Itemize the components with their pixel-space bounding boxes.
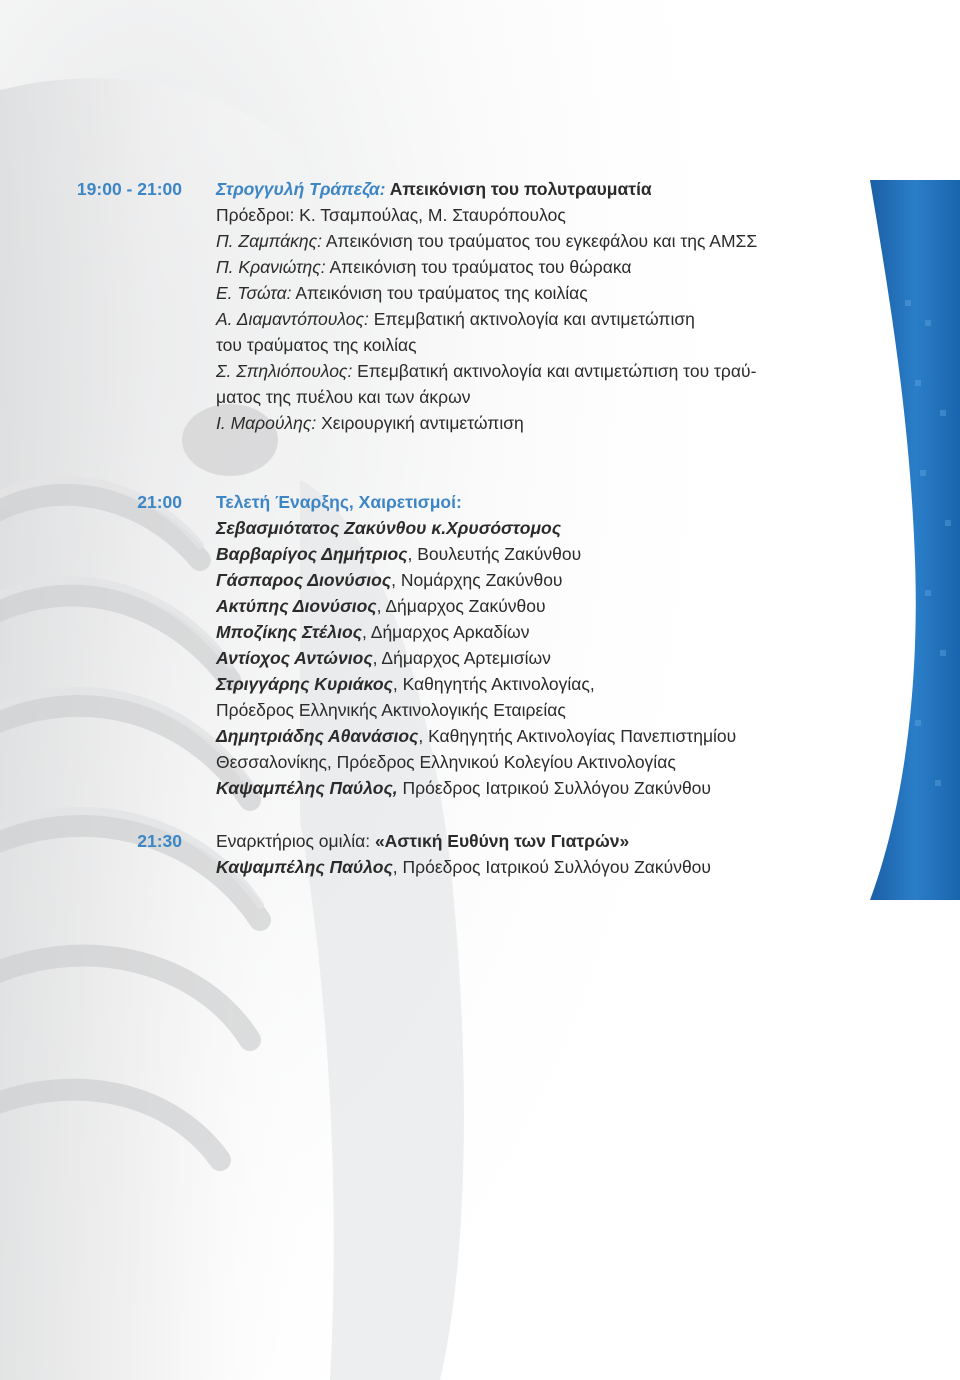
program-line [216,410,816,436]
program-line [216,723,816,749]
program-line [216,306,816,332]
line-segment: Ε. Τσώτα: [216,283,292,303]
session-lines [216,176,816,436]
session-lines [216,489,816,801]
program-line [216,854,816,880]
program-line [216,645,816,671]
program-line [216,697,816,723]
line-segment: Μποζίκης Στέλιος [216,622,362,642]
line-segment: Γάσπαρος Διονύσιος [216,570,392,590]
line-segment: Σεβασμιότατος Ζακύνθου κ.Χρυσόστομος [216,518,562,538]
line-segment: , Δήμαρχος Ζακύνθου [376,596,546,616]
line-segment: Απεικόνιση του τραύματος της κοιλίας [291,283,588,303]
line-segment: Τελετή Έναρξης, Χαιρετισμοί: [216,492,462,512]
session-time: 21:30 [137,831,182,851]
line-segment: Καψαμπέλης Παύλος [216,857,393,877]
line-segment: του τραύματος της κοιλίας [216,335,417,355]
program-line [216,358,816,384]
program-line [216,593,816,619]
line-segment: Απεικόνιση του πολυτραυματία [385,179,652,199]
line-segment: , Πρόεδρος Ιατρικού Συλλόγου Ζακύνθου [392,857,711,877]
line-segment: Π. Κρανιώτης: [216,257,326,277]
line-segment: Στρογγυλή Τράπεζα: [216,179,386,199]
line-segment: , Βουλευτής Ζακύνθου [407,544,582,564]
program-line [216,280,816,306]
line-segment: , Δήμαρχος Αρτεμισίων [372,648,551,668]
line-segment: Δημητριάδης Αθανάσιος [216,726,419,746]
line-segment: Α. Διαμαντόπουλος: [216,309,369,329]
line-segment: , Καθηγητής Ακτινολογίας Πανεπιστημίου [418,726,737,746]
line-segment: Στριγγάρης Κυριάκος [216,674,393,694]
session-time: 19:00 - 21:00 [76,179,182,199]
line-segment: Πρόεδρος Ελληνικής Ακτινολογικής Εταιρείας [216,700,566,720]
program-line [216,515,816,541]
session-time: 21:00 [137,492,182,512]
program-line [216,228,816,254]
program-line [216,384,816,410]
line-segment: Πρόεδρος Ιατρικού Συλλόγου Ζακύνθου [397,778,711,798]
line-segment: Βαρβαρίγος Δημήτριος [216,544,408,564]
line-segment: , Νομάρχης Ζακύνθου [391,570,563,590]
program-line [216,749,816,775]
line-segment: Απεικόνιση του τραύματος του εγκεφάλου και της ΑΜΣΣ [321,231,758,251]
line-segment: Εναρκτήριος ομιλία: [216,831,375,851]
program-line [216,254,816,280]
program-line [216,489,816,515]
line-segment: Θεσσαλονίκης, Πρόεδρος Ελληνικού Κολεγίου Ακτινολογίας [216,752,676,772]
line-segment: ματος της πυέλου και των άκρων [216,387,471,407]
line-segment: Αντίοχος Αντώνιος [216,648,373,668]
line-segment: Απεικόνιση του τραύματος του θώρακα [325,257,632,277]
program-line [216,176,816,202]
line-segment: Ι. Μαρούλης: [216,413,317,433]
program-line [216,828,816,854]
program-line [216,567,816,593]
line-segment: , Δήμαρχος Αρκαδίων [362,622,530,642]
session-lines [216,828,816,880]
line-segment: Καψαμπέλης Παύλος, [216,778,398,798]
line-segment: Π. Ζαμπάκης: [216,231,322,251]
line-segment: Ακτύπης Διονύσιος [216,596,377,616]
line-segment: , Καθηγητής Ακτινολογίας, [392,674,595,694]
program-line [216,202,816,228]
line-segment: Χειρουργική αντιμετώπιση [316,413,524,433]
program-line [216,619,816,645]
line-segment: Σ. Σπηλιόπουλος: [216,361,353,381]
program-line [216,671,816,697]
program-line [216,775,816,801]
line-segment: Πρόεδροι: Κ. Τσαμπούλας, Μ. Σταυρόπουλος [216,205,566,225]
program-line [216,541,816,567]
line-segment: Επεμβατική ακτινολογία και αντιμετώπιση του τραύ- [352,361,757,381]
line-segment: «Αστική Ευθύνη των Γιατρών» [374,831,630,851]
program-line [216,332,816,358]
line-segment: Επεμβατική ακτινολογία και αντιμετώπιση [368,309,695,329]
